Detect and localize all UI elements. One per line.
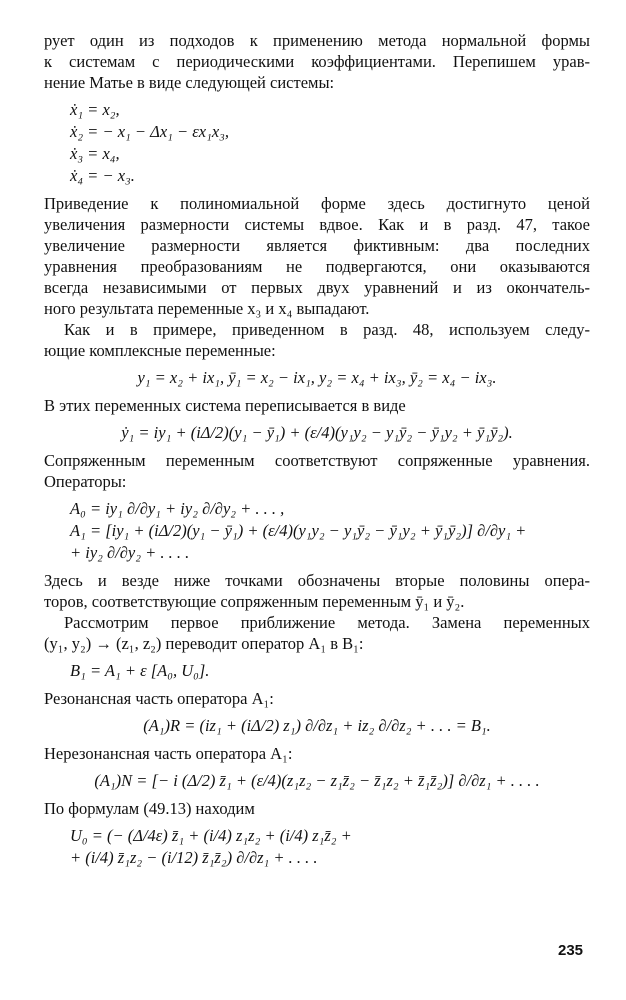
text-line: Здесь и везде ниже точками обозначены вторые половины опера-: [44, 571, 590, 590]
equation-line: (A₁)N = [− i (Δ/2) z̄₁ + (ε/4)(z₁z₂ − z₁z̄₂ − z̄₁z₂ + z̄₁z̄₂)] ∂/∂z₁ + . . . .: [94, 771, 540, 790]
equation-line: + iy₂ ∂/∂y₂ + . . . .: [70, 543, 190, 562]
paragraph: [44, 798, 590, 819]
equation-line: ẋ₁ = x₂,: [70, 100, 120, 119]
text-line: По формулам (49.13) находим: [44, 799, 255, 818]
paragraph: [44, 395, 590, 416]
equation-block: [44, 416, 590, 450]
equation-block: [44, 709, 590, 743]
text-line: Сопряженным переменным соответствуют сопряженные уравнения.: [44, 451, 590, 470]
text-line: рует один из подходов к применению метода нормальной формы: [44, 31, 590, 50]
paragraph: [44, 612, 590, 654]
text-line: увеличения размерности системы вдвое. Как и в разд. 47, такое: [44, 215, 590, 234]
text-line: всегда независимыми от первых двух уравнений и из окончатель-: [44, 278, 590, 297]
equation-block: [44, 93, 590, 193]
equation-line: + (i/4) z̄₁z₂ − (i/12) z̄₁z̄₂) ∂/∂z₁ + . . . .: [70, 848, 318, 867]
equation-line: ẏ₁ = iy₁ + (iΔ/2)(y₁ − ȳ₁) + (ε/4)(y₁y₂ − y₁ȳ₂ − ȳ₁y₂ + ȳ₁ȳ₂).: [121, 423, 513, 442]
paragraph: [44, 450, 590, 492]
equation-block: [44, 654, 590, 688]
equation-block: [44, 361, 590, 395]
text-line: ного результата переменные x₃ и x₄ выпадают.: [44, 299, 370, 318]
text-line: ющие комплексные переменные:: [44, 341, 276, 360]
text-line: Резонансная часть оператора A₁:: [44, 689, 274, 708]
equation-block: [44, 764, 590, 798]
equation-line: U₀ = (− (Δ/4ε) z̄₁ + (i/4) z₁z₂ + (i/4) z₁z̄₂ +: [70, 826, 352, 845]
text-line: Приведение к полиномиальной форме здесь достигнуто ценой: [44, 194, 590, 213]
equation-line: ẋ₂ = − x₁ − Δx₁ − εx₁x₃,: [70, 122, 230, 141]
text-line: (y₁, y₂) → (z₁, z₂) переводит оператор A₁ в B₁:: [44, 634, 364, 653]
page-number: 235: [558, 942, 584, 959]
text-line: Нерезонансная часть оператора A₁:: [44, 744, 293, 763]
text-line: Рассмотрим первое приближение метода. Замена переменных: [64, 613, 590, 632]
text-line: Как и в примере, приведенном в разд. 48, используем следу-: [64, 320, 590, 339]
text-line: уравнения преобразованиям не подвергаются, они оказываются: [44, 257, 590, 276]
text-line: Операторы:: [44, 472, 127, 491]
page-body: [44, 30, 590, 875]
paragraph: [44, 30, 590, 93]
equation-block: [44, 819, 590, 875]
equation-line: A₀ = iy₁ ∂/∂y₁ + iy₂ ∂/∂y₂ + . . . ,: [70, 499, 285, 518]
equation-line: ẋ₃ = x₄,: [70, 144, 120, 163]
text-line: увеличение размерности является фиктивным: два последних: [44, 236, 590, 255]
paragraph: [44, 570, 590, 612]
paragraph: [44, 319, 590, 361]
equation-line: y₁ = x₂ + ix₁, ȳ₁ = x₂ − ix₁, y₂ = x₄ + ix₃, ȳ₂ = x₄ − ix₃.: [137, 368, 497, 387]
equation-line: B₁ = A₁ + ε [A₀, U₀].: [70, 661, 210, 680]
equation-line: (A₁)R = (iz₁ + (iΔ/2) z₁) ∂/∂z₁ + iz₂ ∂/∂z₂ + . . . = B₁.: [143, 716, 491, 735]
equation-line: A₁ = [iy₁ + (iΔ/2)(y₁ − ȳ₁) + (ε/4)(y₁y₂ − y₁ȳ₂ − ȳ₁y₂ + ȳ₁ȳ₂)] ∂/∂y₁ +: [70, 521, 527, 540]
equation-block: [44, 492, 590, 570]
text-line: к системам с периодическими коэффициентами. Перепишем урав-: [44, 52, 590, 71]
paragraph: [44, 193, 590, 319]
text-line: торов, соответствующие сопряженным переменным ȳ₁ и ȳ₂.: [44, 592, 465, 611]
paragraph: [44, 743, 590, 764]
text-line: нение Матье в виде следующей системы:: [44, 73, 335, 92]
paragraph: [44, 688, 590, 709]
equation-line: ẋ₄ = − x₃.: [70, 166, 135, 185]
text-line: В этих переменных система переписывается в виде: [44, 396, 406, 415]
